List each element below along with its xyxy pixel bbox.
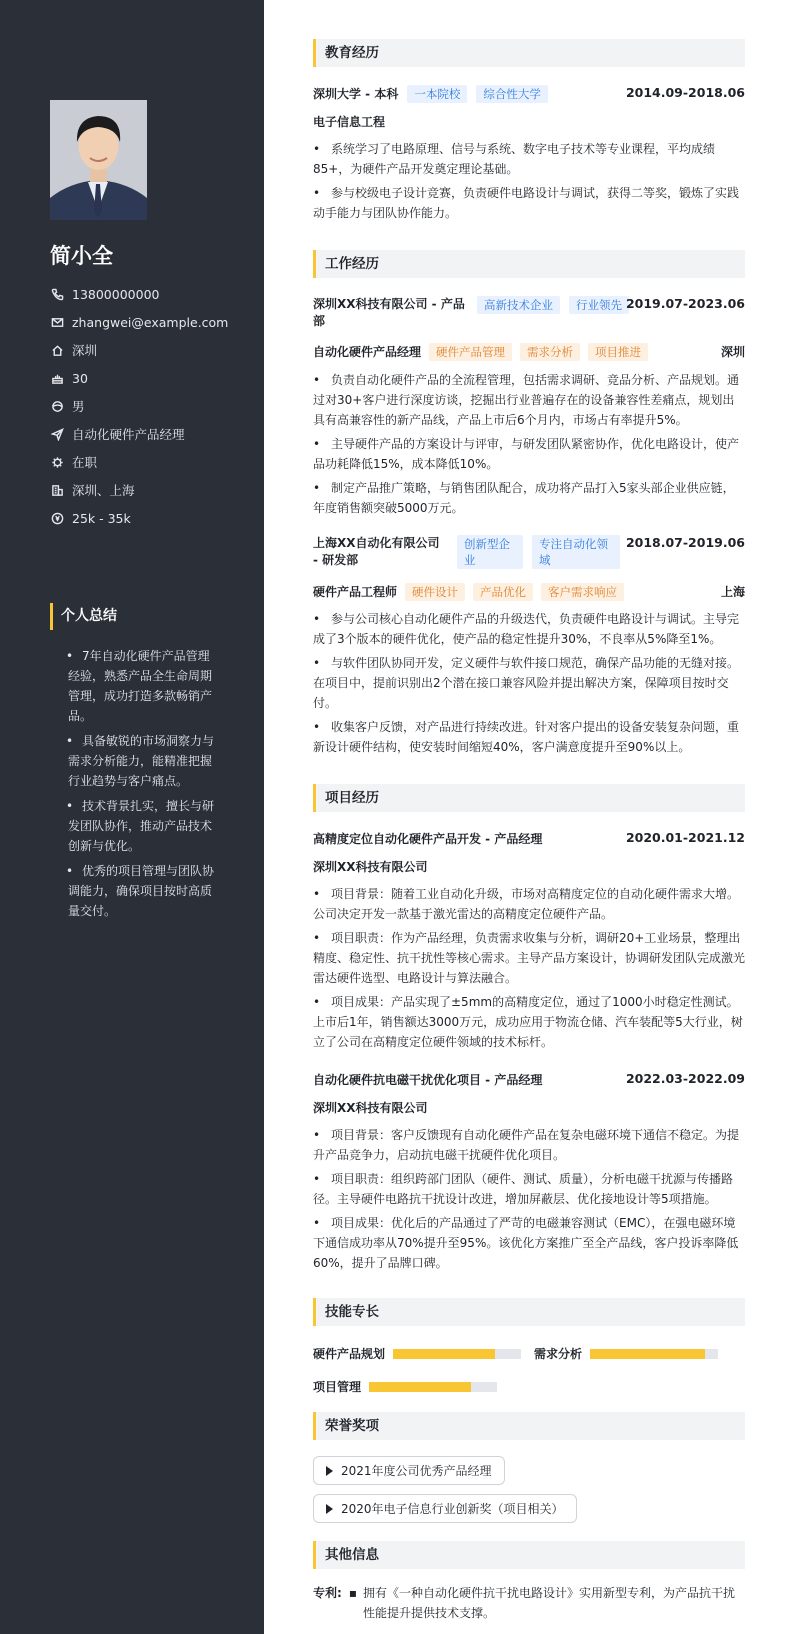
project-item: • 项目职责：作为产品经理，负责需求收集与分析，调研20+工业场景，整理出精度、稳定性、抗干扰性等核心需求。主导产品方案设计，协调研发团队完成激光雷达硬件选型、电路设计与算法融合。 xyxy=(313,928,745,988)
role-name: 硬件产品工程师 xyxy=(313,585,398,599)
company-tag: 创新型企业 xyxy=(457,535,523,569)
summary-item: • 技术背景扎实，擅长与研发团队协作，推动产品技术创新与优化。 xyxy=(68,796,218,856)
project-header xyxy=(313,830,745,847)
status-icon xyxy=(50,455,64,469)
skill-name: 需求分析 xyxy=(534,1347,583,1361)
phone-text: 13800000000 xyxy=(72,286,160,302)
skill-tag: 产品优化 xyxy=(473,583,533,601)
school-tag: 综合性大学 xyxy=(476,85,548,103)
honor-item[interactable] xyxy=(313,1494,577,1523)
summary-item: • 优秀的项目管理与团队协调能力，确保项目按时高质量交付。 xyxy=(68,861,218,921)
job-item: • 与软件团队协同开发，定义硬件与软件接口规范，确保产品功能的无缝对接。在项目中，提前识别出2个潜在接口兼容风险并提出解决方案，保障项目按时交付。 xyxy=(313,653,745,713)
candidate-name: 简小全 xyxy=(50,244,113,268)
job-header xyxy=(313,296,745,330)
project-item: • 项目职责：组织跨部门团队（硬件、测试、质量），分析电磁干扰源与传播路径。主导硬件电路抗干扰设计改进，增加屏蔽层、优化接地设计等5项措施。 xyxy=(313,1169,745,1209)
gender-text: 男 xyxy=(72,399,85,414)
role-row xyxy=(313,343,745,361)
salary-text: 25k - 35k xyxy=(72,510,131,526)
send-icon xyxy=(50,427,64,441)
patent-label: 专利: xyxy=(313,1586,342,1600)
skill-row xyxy=(313,1345,521,1362)
company-tag: 行业领先 xyxy=(569,296,629,314)
salary-row xyxy=(50,504,260,532)
company-tag: 专注自动化领域 xyxy=(532,535,620,569)
home-icon xyxy=(50,343,64,357)
position-row xyxy=(50,420,260,448)
age-text: 30 xyxy=(72,370,88,386)
contact-info xyxy=(50,280,260,532)
skill-row xyxy=(534,1345,718,1362)
city-text: 深圳 xyxy=(72,343,98,358)
cake-icon xyxy=(50,371,64,385)
project-company: 深圳XX科技有限公司 xyxy=(313,1101,428,1115)
job-item: • 主导硬件产品的方案设计与评审，与研发团队紧密协作，优化电路设计，使产品功耗降低15%，成本降低10%。 xyxy=(313,434,745,474)
role-row xyxy=(313,583,745,601)
bullet-icon: ▪ xyxy=(348,1586,358,1600)
major-name: 电子信息工程 xyxy=(313,115,386,129)
avatar xyxy=(50,100,147,220)
email-text: zhangwei@example.com xyxy=(72,314,229,330)
job-item: • 负责自动化硬件产品的全流程管理，包括需求调研、竞品分析、产品规划。通过对30+客户进行深度访谈，挖掘出行业普遍存在的设备兼容性差痛点，规划出具有高兼容性的新产品线，产品上市后6个月内，市场占有率提升5%。 xyxy=(313,370,745,430)
project-details xyxy=(313,1125,745,1277)
job-item: • 收集客户反馈，对产品进行持续改进。针对客户提出的设备安装复杂问题，重新设计硬件结构，使安装时间缩短40%，客户满意度提升至90%以上。 xyxy=(313,717,745,757)
job-details xyxy=(313,370,745,522)
building-icon xyxy=(50,483,64,497)
education-details xyxy=(313,139,745,227)
mail-icon xyxy=(50,315,64,329)
gender-row xyxy=(50,392,260,420)
project-date: 2022.03-2022.09 xyxy=(625,1071,745,1086)
company-tag: 高新技术企业 xyxy=(477,296,560,314)
project-details xyxy=(313,884,745,1056)
school-name: 深圳大学 - 本科 xyxy=(313,87,399,101)
project-item: • 项目背景：随着工业自动化升级，市场对高精度定位的自动化硬件需求大增。公司决定开发一款基于激光雷达的高精度定位硬件产品。 xyxy=(313,884,745,924)
email-row xyxy=(50,308,260,336)
project-item: • 项目成果：产品实现了±5mm的高精度定位，通过了1000小时稳定性测试。上市后1年，销售额达3000万元，成功应用于物流仓储、汽车装配等5大行业，树立了公司在高精度定位硬件领域的技术标杆。 xyxy=(313,992,745,1052)
job-header xyxy=(313,535,745,569)
education-title: 教育经历 xyxy=(313,39,745,67)
job-city: 上海 xyxy=(720,585,745,599)
project-item: • 项目背景：客户反馈现有自动化硬件产品在复杂电磁环境下通信不稳定。为提升产品竞争力，启动抗电磁干扰硬件优化项目。 xyxy=(313,1125,745,1165)
skill-row xyxy=(313,1378,497,1395)
job-city: 深圳 xyxy=(720,345,745,359)
skill-tag: 客户需求响应 xyxy=(541,583,624,601)
education-item: • 系统学习了电路原理、信号与系统、数字电子技术等专业课程，平均成绩85+，为硬件产品开发奠定理论基础。 xyxy=(313,139,745,179)
target-city-text: 深圳、上海 xyxy=(72,483,135,498)
play-icon xyxy=(326,1466,333,1476)
education-item: • 参与校级电子设计竞赛，负责硬件电路设计与调试，获得二等奖，锻炼了实践动手能力与团队协作能力。 xyxy=(313,183,745,223)
skill-bar-fill xyxy=(393,1349,495,1359)
project-company: 深圳XX科技有限公司 xyxy=(313,860,428,874)
job-date: 2019.07-2023.06 xyxy=(625,296,745,311)
target-city-row xyxy=(50,476,260,504)
honor-item[interactable] xyxy=(313,1456,505,1485)
job-item: • 制定产品推广策略，与销售团队配合，成功将产品打入5家头部企业供应链，年度销售额突破5000万元。 xyxy=(313,478,745,518)
honor-text: 2020年电子信息行业创新奖（项目相关） xyxy=(341,1502,564,1516)
honor-text: 2021年度公司优秀产品经理 xyxy=(341,1464,492,1478)
status-row xyxy=(50,448,260,476)
skill-bar xyxy=(369,1382,497,1392)
sidebar xyxy=(0,0,264,1634)
job-item: • 参与公司核心自动化硬件产品的升级迭代，负责硬件电路设计与调试。主导完成了3个版本的硬件优化，使产品的稳定性提升30%，不良率从5%降至1%。 xyxy=(313,609,745,649)
company-name: 上海XX自动化有限公司 - 研发部 xyxy=(313,536,440,567)
skill-tag: 硬件设计 xyxy=(405,583,465,601)
education-date: 2014.09-2018.06 xyxy=(625,85,745,100)
phone-icon xyxy=(50,287,64,301)
skill-bar xyxy=(393,1349,521,1359)
other-title: 其他信息 xyxy=(313,1541,745,1569)
avatar-photo xyxy=(50,100,147,220)
role-name: 自动化硬件产品经理 xyxy=(313,345,422,359)
project-company-row xyxy=(313,858,745,875)
project-date: 2020.01-2021.12 xyxy=(625,830,745,845)
other-info xyxy=(313,1583,745,1623)
skill-bar xyxy=(590,1349,718,1359)
gender-icon xyxy=(50,399,64,413)
honors-title: 荣誉奖项 xyxy=(313,1412,745,1440)
skills-title: 技能专长 xyxy=(313,1298,745,1326)
work-title: 工作经历 xyxy=(313,250,745,278)
school-tag: 一本院校 xyxy=(407,85,467,103)
company-name: 深圳XX科技有限公司 - 产品部 xyxy=(313,297,465,328)
skill-name: 硬件产品规划 xyxy=(313,1347,386,1361)
education-header xyxy=(313,85,745,103)
project-company-row xyxy=(313,1099,745,1116)
summary-title: 个人总结 xyxy=(50,603,117,630)
skill-tag: 硬件产品管理 xyxy=(429,343,512,361)
skill-tag: 项目推进 xyxy=(588,343,648,361)
projects-title: 项目经历 xyxy=(313,784,745,812)
summary-item: • 具备敏锐的市场洞察力与需求分析能力，能精准把握行业趋势与客户痛点。 xyxy=(68,731,218,791)
city-row xyxy=(50,336,260,364)
patent-text: 拥有《一种自动化硬件抗干扰电路设计》实用新型专利，为产品抗干扰性能提升提供技术支撑。 xyxy=(363,1586,736,1620)
job-details xyxy=(313,609,745,761)
skill-name: 项目管理 xyxy=(313,1380,362,1394)
project-header xyxy=(313,1071,745,1088)
play-icon xyxy=(326,1504,333,1514)
age-row xyxy=(50,364,260,392)
skill-bar-fill xyxy=(369,1382,471,1392)
skill-tag: 需求分析 xyxy=(520,343,580,361)
project-item: • 项目成果：优化后的产品通过了严苛的电磁兼容测试（EMC），在强电磁环境下通信成功率从70%提升至95%。该优化方案推广至全产品线，客户投诉率降低60%，提升了品牌口碑。 xyxy=(313,1213,745,1273)
skill-bar-fill xyxy=(590,1349,705,1359)
summary-list xyxy=(68,646,218,926)
status-text: 在职 xyxy=(72,455,98,470)
project-name: 高精度定位自动化硬件产品开发 - 产品经理 xyxy=(313,832,543,846)
phone-row xyxy=(50,280,260,308)
project-name: 自动化硬件抗电磁干扰优化项目 - 产品经理 xyxy=(313,1073,543,1087)
summary-item: • 7年自动化硬件产品管理经验，熟悉产品全生命周期管理，成功打造多款畅销产品。 xyxy=(68,646,218,726)
money-icon xyxy=(50,511,64,525)
position-text: 自动化硬件产品经理 xyxy=(72,427,185,442)
job-date: 2018.07-2019.06 xyxy=(625,535,745,550)
major-row xyxy=(313,113,745,130)
